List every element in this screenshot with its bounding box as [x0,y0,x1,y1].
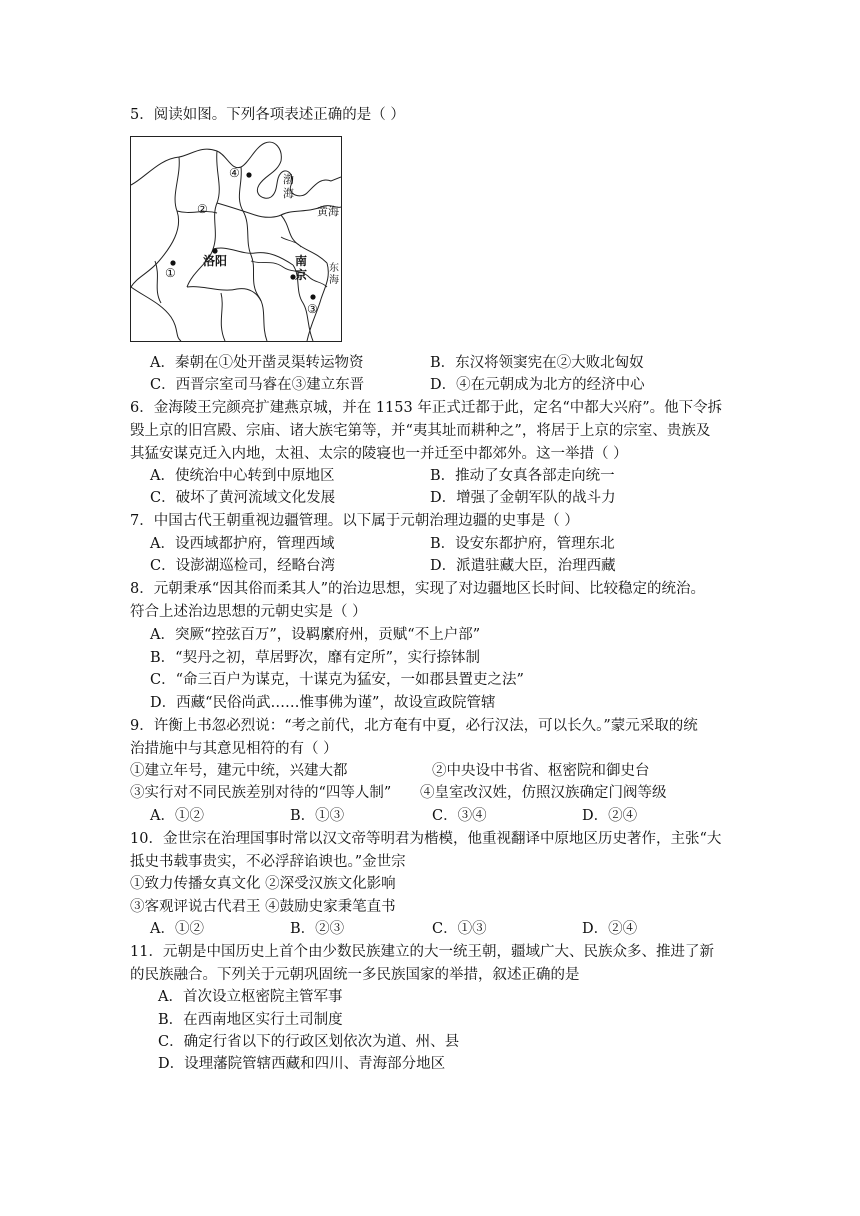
q8-option-b: B．“契丹之初，草居野次，靡有定所”，实行捺钵制 [150,650,480,666]
q6-stem-line-2: 毁上京的旧宫殿、宗庙、诸大族宅第等，并“夷其址而耕种之”，将居于上京的宗室、贵族及 [130,423,711,439]
q6-stem-line-1: 6．金海陵王完颜亮扩建燕京城，并在 1153 年正式迁都于此，定名“中都大兴府”。他下令拆 [130,400,723,416]
q9-option-a: A．①② [150,808,204,824]
q8-option-d: D．西藏“民俗尚武……惟事佛为谨”，故设宣政院管辖 [150,695,496,711]
q9-item-2: ②中央设中书省、枢密院和御史台 [432,763,650,779]
q7-option-c: C．设澎湖巡检司，经略台湾 [150,558,336,574]
dot-3 [310,294,315,299]
map-label-bohai-2: 海 [283,187,294,200]
q11-stem-line-1: 11．元朝是中国历史上首个由少数民族建立的大一统王朝，疆域广大、民族众多、推进了新 [130,944,714,960]
q10-stem-line-1: 10．金世宗在治理国事时常以汉文帝等明君为楷模，他重视翻译中原地区历史著作，主张“大 [130,831,722,847]
q6-option-c: C．破坏了黄河流域文化发展 [150,490,336,506]
q9-option-b: B．①③ [290,808,345,824]
q11-stem-line-2: 的民族融合。下列关于元朝巩固统一多民族国家的举措，叙述正确的是 [130,967,580,983]
q7-option-d: D．派遣驻藏大臣，治理西藏 [430,558,616,574]
q5-stem: 5．阅读如图。下列各项表述正确的是（ ） [130,107,405,123]
q8-stem-line-2: 符合上述治边思想的元朝史实是（ ） [130,604,367,620]
q5-option-a: A．秦朝在①处开凿灵渠转运物资 [150,355,364,371]
q11-option-b: B．在西南地区实行土司制度 [158,1012,343,1028]
q10-items-row-1: ①致力传播女真文化 ②深受汉族文化影响 [130,876,396,892]
q5-option-c: C．西晋宗室司马睿在③建立东晋 [150,377,365,393]
q5-map [130,136,342,342]
map-label-luoyang: 洛阳 [203,254,228,268]
q10-option-b: B．②③ [290,921,345,937]
q7-stem: 7．中国古代王朝重视边疆管理。以下属于元朝治理边疆的史事是（ ） [130,513,579,529]
q8-stem-line-1: 8．元朝秉承“因其俗而柔其人”的治边思想，实现了对边疆地区长时间、比较稳定的统治。 [130,581,706,597]
map-label-bohai-1: 渤 [283,173,294,186]
q9-item-1: ①建立年号，建元中统，兴建大都 [130,763,348,779]
q6-option-b: B．推动了女真各部走向统一 [430,468,615,484]
dot-4-beijing [246,172,251,177]
q10-items-row-2: ③客观评说古代君王 ④鼓励史家秉笔直书 [130,899,396,915]
dot-luoyang [212,248,217,253]
q8-option-a: A．突厥“控弦百万”，设羁縻府州，贡赋“不上户部” [150,627,481,643]
q10-stem-line-2: 抵史书载事贵实，不必浮辞谄谀也。”金世宗 [130,854,406,870]
map-label-donghai-2: 海 [329,275,339,286]
map-label-4: ④ [229,166,240,180]
q11-option-a: A．首次设立枢密院主管军事 [158,989,343,1005]
q5-option-d: D．④在元朝成为北方的经济中心 [430,377,645,393]
q9-option-d: D．②④ [582,808,638,824]
q9-item-4: ④皇室改汉姓，仿照汉族确定门阀等级 [420,785,667,801]
q9-option-c: C．③④ [432,808,487,824]
q11-option-c: C．确定行省以下的行政区划依次为道、州、县 [158,1034,460,1050]
q7-option-a: A．设西域都护府，管理西域 [150,536,335,552]
map-label-huanghai: 黄海 [317,205,339,218]
q9-stem-line-1: 9．许衡上书忽必烈说：“考之前代，北方奄有中夏，必行汉法，可以长久。”蒙元采取的统 [130,718,698,734]
map-label-1: ① [165,266,176,280]
q6-option-d: D．增强了金朝军队的战斗力 [430,490,616,506]
map-label-donghai-1: 东 [329,263,339,274]
q9-item-3: ③实行对不同民族差别对待的“四等人制” [130,785,392,801]
q8-option-c: C．“命三百户为谋克，十谋克为猛安，一如郡县置吏之法” [150,672,524,688]
q10-option-d: D．②④ [582,921,638,937]
q9-stem-line-2: 治措施中与其意见相符的有（ ） [130,741,338,757]
q5-option-b: B．东汉将领窦宪在②大败北匈奴 [430,355,644,371]
map-label-nanjing-1: 南 [295,254,308,268]
map-label-2: ② [197,202,208,216]
q10-option-a: A．①② [150,921,204,937]
q6-stem-line-3: 其猛安谋克迁入内地，太祖、太宗的陵寝也一并迁至中都郊外。这一举措（ ） [130,446,628,462]
q10-option-c: C．①③ [432,921,487,937]
map-label-nanjing-2: 京 [295,268,308,282]
china-map-figure [131,137,341,341]
map-label-3: ③ [307,302,318,316]
q7-option-b: B．设安东都护府，管理东北 [430,536,615,552]
q11-option-d: D．设理藩院管辖西藏和四川、青海部分地区 [158,1056,446,1072]
q6-option-a: A．使统治中心转到中原地区 [150,468,335,484]
dot-1 [170,260,175,265]
